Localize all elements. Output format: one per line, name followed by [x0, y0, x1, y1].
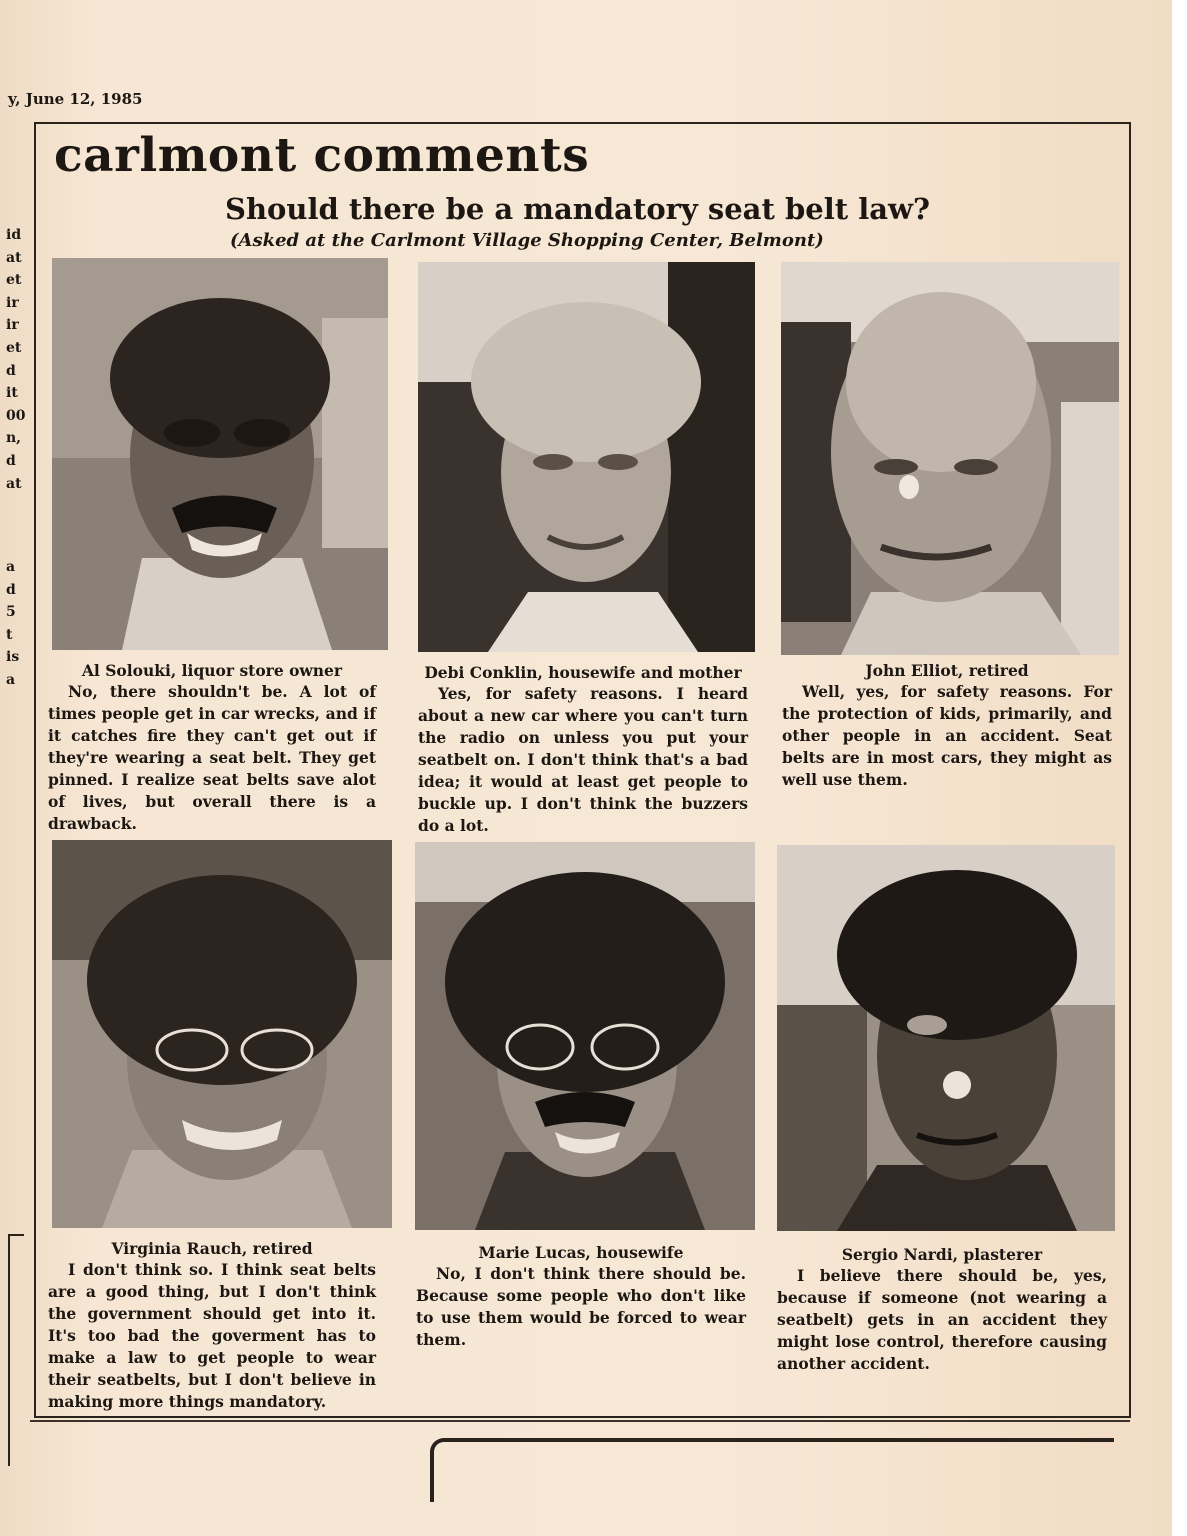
fragment: 5 — [6, 604, 16, 621]
comment-al-solouki — [48, 660, 376, 835]
adjacent-column-fragments — [6, 224, 28, 495]
fragment: at — [6, 475, 22, 492]
fragment: et — [6, 339, 22, 356]
respondent-quote: I believe there should be, yes, because if someone (not wearing a seatbelt) gets in an accident they might lose control, therefore causing another accident. — [777, 1266, 1107, 1373]
adjacent-column-fragments-lower — [6, 556, 28, 692]
fragment: t — [6, 626, 13, 643]
respondent-quote: Yes, for safety reasons. I heard about a new car where you can't turn the radio on unless you put your seatbelt on. I don't think that's a bad idea; it would at least get people to buckle up. I don't think the buzzers do a lot. — [418, 684, 748, 835]
fragment: ir — [6, 294, 19, 311]
subhead: (Asked at the Carlmont Village Shopping Center, Belmont) — [230, 230, 824, 251]
portrait-photo-marie-lucas — [415, 842, 755, 1230]
scan-margin — [1172, 0, 1187, 1536]
respondent-name: Al Solouki, liquor store owner — [81, 661, 343, 680]
fragment: a — [6, 559, 16, 575]
fragment: et — [6, 272, 22, 289]
comment-virginia-rauch — [48, 1238, 376, 1413]
dateline: y, June 12, 1985 — [8, 90, 143, 108]
headline: Should there be a mandatory seat belt law? — [225, 192, 930, 226]
portrait-photo-virginia-rauch — [52, 840, 392, 1228]
portrait-photo-al-solouki — [52, 258, 388, 650]
respondent-name: Sergio Nardi, plasterer — [841, 1245, 1043, 1264]
comment-john-elliot — [782, 660, 1112, 791]
column-masthead: carlmont comments — [54, 128, 590, 183]
comment-marie-lucas — [416, 1242, 746, 1351]
fragment: at — [6, 249, 22, 266]
fragment: d — [6, 362, 16, 379]
respondent-quote: No, there shouldn't be. A lot of times people get in car wrecks, and if it catches fire they can't get out if they're wearing a seat belt. They get pinned. I realize seat belts save alot of lives, but overall there is a drawback. — [48, 682, 376, 833]
comment-debi-conklin — [418, 662, 748, 837]
column-rule — [8, 1234, 24, 1466]
respondent-quote: I don't think so. I think seat belts are a good thing, but I don't think the government should get into it. It's too bad the goverment has to make a law to get people to wear their seatbelts, but I don't believe in making more things mandatory. — [48, 1260, 376, 1411]
fragment: id — [6, 227, 22, 243]
fragment: d — [6, 452, 16, 469]
fragment: ir — [6, 317, 19, 334]
portrait-photo-john-elliot — [781, 262, 1119, 655]
fragment: d — [6, 581, 16, 598]
fragment: a — [6, 671, 16, 688]
respondent-name: Marie Lucas, housewife — [478, 1243, 684, 1262]
respondent-quote: Well, yes, for safety reasons. For the protection of kids, primarily, and other people in an accident. Seat belts are in most cars, they might as well use them. — [782, 682, 1112, 789]
respondent-name: Virginia Rauch, retired — [111, 1239, 313, 1258]
portrait-photo-sergio-nardi — [777, 845, 1115, 1231]
fragment: is — [6, 649, 20, 666]
fragment: it — [6, 385, 18, 402]
fragment: n, — [6, 430, 22, 447]
next-article-box-edge — [430, 1438, 1114, 1502]
bottom-rule — [30, 1420, 1130, 1422]
respondent-name: Debi Conklin, housewife and mother — [424, 663, 742, 682]
respondent-quote: No, I don't think there should be. Because some people who don't like to use them would be forced to wear them. — [416, 1264, 746, 1349]
portrait-photo-debi-conklin — [418, 262, 755, 652]
comment-sergio-nardi — [777, 1244, 1107, 1375]
respondent-name: John Elliot, retired — [865, 661, 1029, 680]
fragment: 00 — [6, 407, 26, 424]
